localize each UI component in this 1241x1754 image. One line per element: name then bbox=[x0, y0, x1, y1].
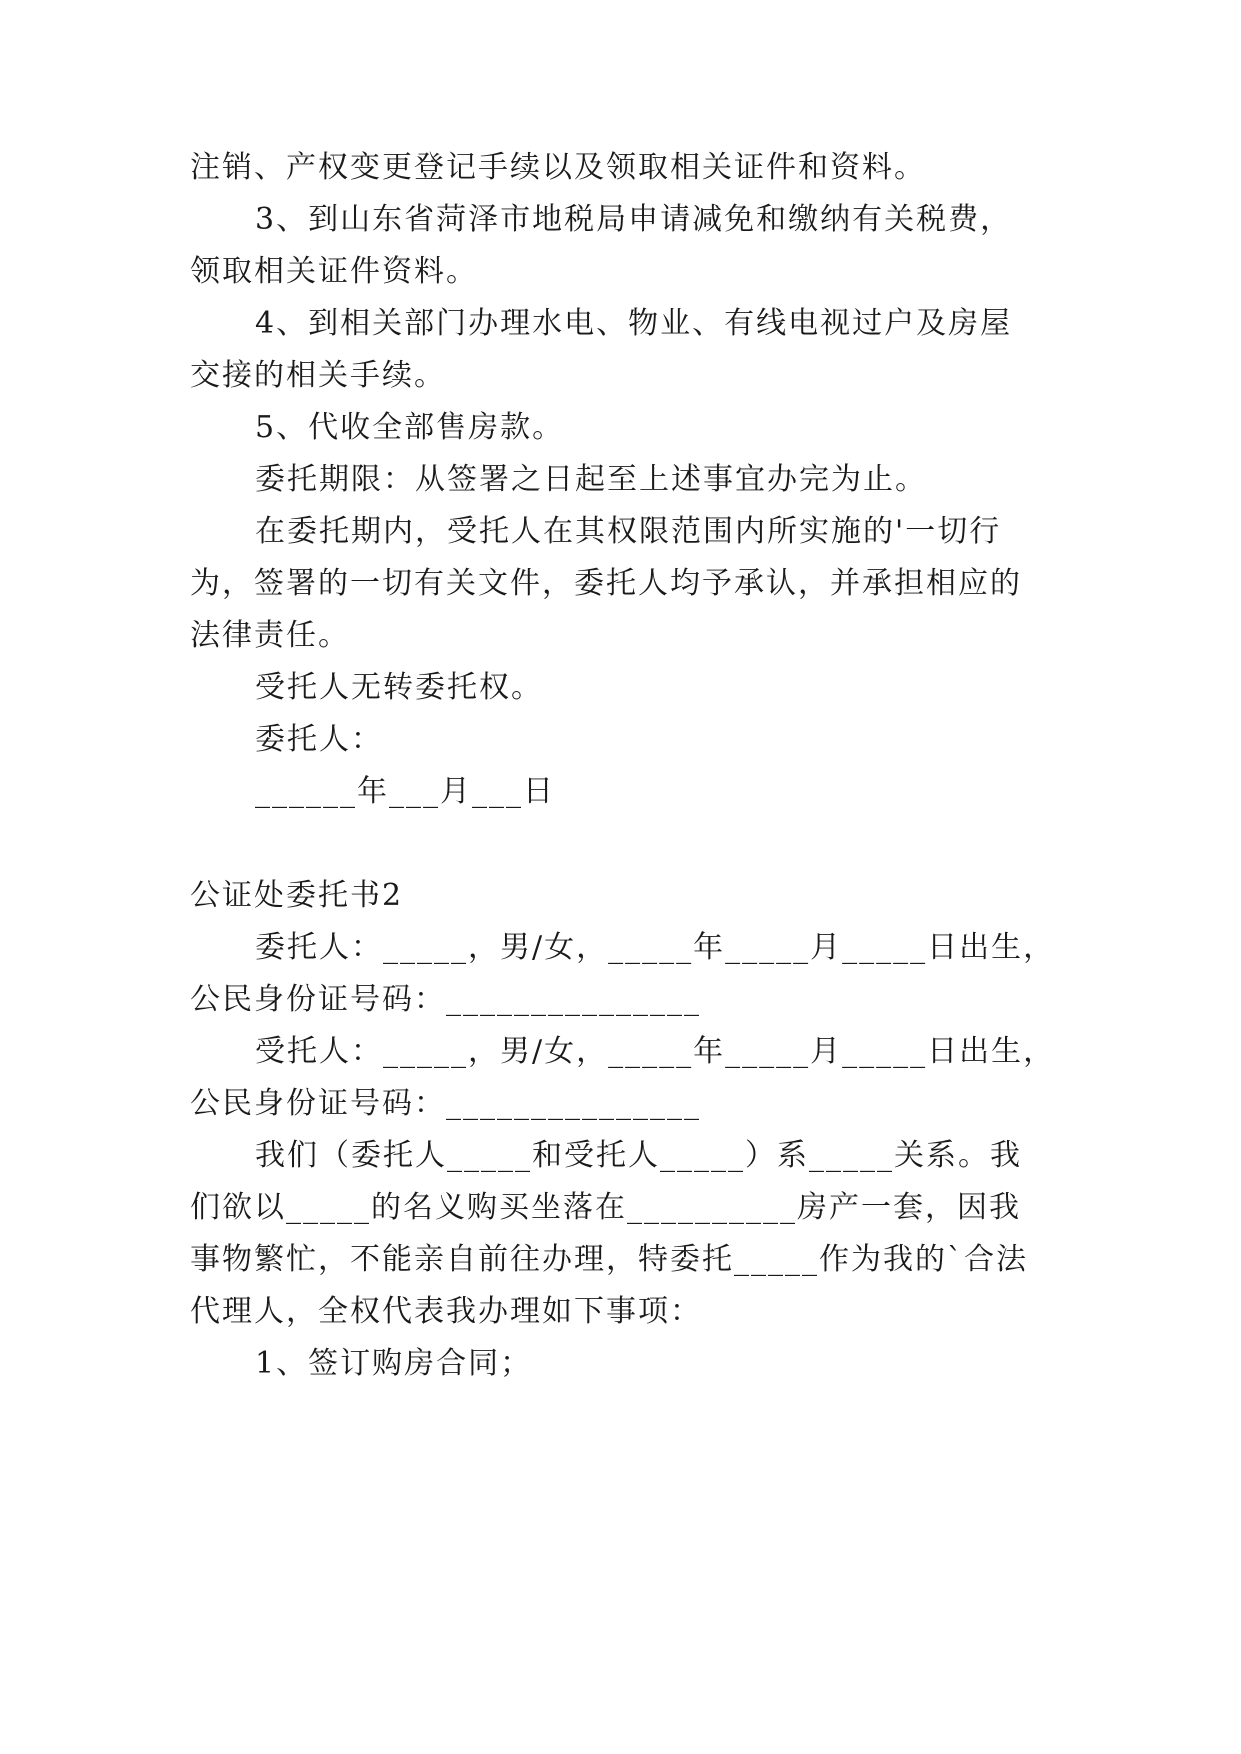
text-line: 交接的相关手续。 bbox=[190, 358, 446, 393]
text-line: 3、到山东省菏泽市地税局申请减免和缴纳有关税费， bbox=[255, 202, 1013, 237]
text-line: 们欲以_____的名义购买坐落在__________房产一套，因我 bbox=[190, 1190, 1021, 1225]
text-line: 事物繁忙，不能亲自前往办理，特委托_____作为我的`合法 bbox=[190, 1242, 1028, 1277]
text-line: 公民身份证号码：_______________ bbox=[190, 1086, 701, 1121]
text-line: 为，签署的一切有关文件，委托人均予承认，并承担相应的 bbox=[190, 566, 1022, 601]
text-line: 委托人：_____，男/女，_____年_____月_____日出生， bbox=[255, 930, 1056, 965]
text-line: 受托人：_____，男/女，_____年_____月_____日出生， bbox=[255, 1034, 1056, 1069]
text-line: 委托人： bbox=[255, 722, 383, 757]
date-line: ______年___月___日 bbox=[255, 774, 555, 809]
text-line: 在委托期内，受托人在其权限范围内所实施的'一切行 bbox=[255, 514, 1002, 549]
text-line: 公民身份证号码：_______________ bbox=[190, 982, 701, 1017]
text-line: 4、到相关部门办理水电、物业、有线电视过户及房屋 bbox=[255, 306, 1013, 341]
text-line: 代理人，全权代表我办理如下事项： bbox=[190, 1294, 702, 1329]
text-line: 1、签订购房合同； bbox=[255, 1346, 533, 1381]
text-line: 注销、产权变更登记手续以及领取相关证件和资料。 bbox=[190, 150, 926, 185]
text-line: 委托期限：从签署之日起至上述事宜办完为止。 bbox=[255, 462, 927, 497]
section-heading: 公证处委托书2 bbox=[190, 878, 404, 913]
text-line: 5、代收全部售房款。 bbox=[255, 410, 565, 445]
text-line: 法律责任。 bbox=[190, 618, 350, 653]
text-line: 我们（委托人_____和受托人_____）系_____关系。我 bbox=[255, 1138, 1022, 1173]
text-line: 受托人无转委托权。 bbox=[255, 670, 543, 705]
text-line: 领取相关证件资料。 bbox=[190, 254, 478, 289]
